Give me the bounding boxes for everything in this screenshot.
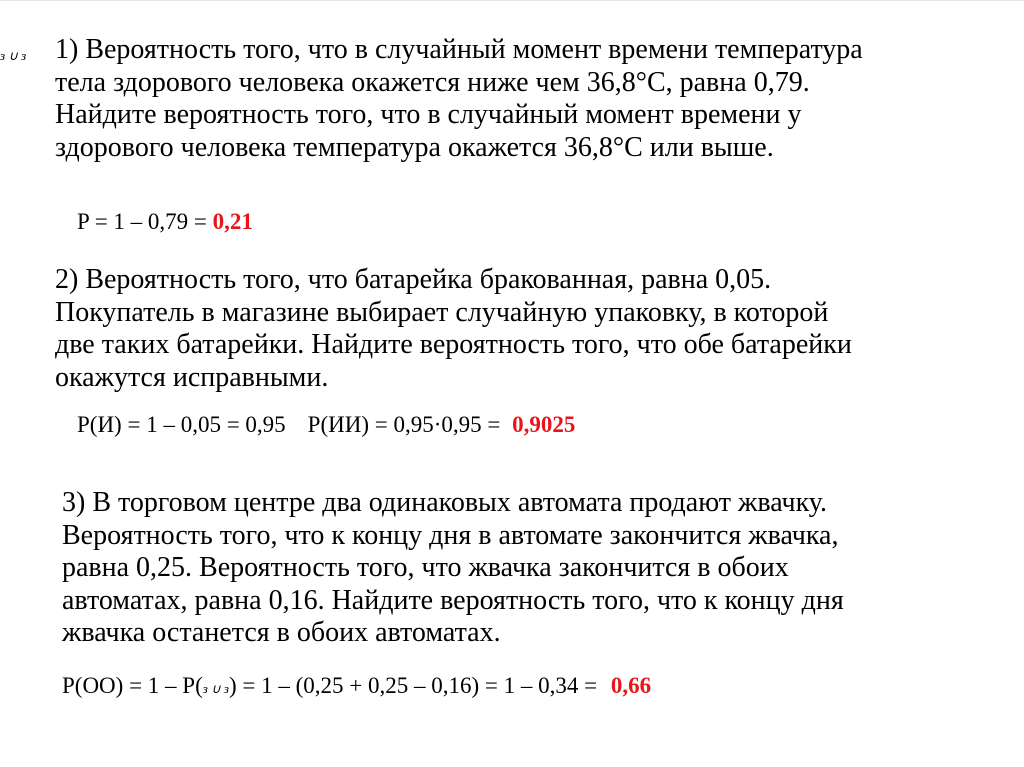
problem-1-text <box>55 34 955 164</box>
slide-top-border <box>0 0 1024 1</box>
problem-2-formula-a: Р(И) = 1 – 0,05 = 0,95 <box>77 412 286 437</box>
problem-2-solution <box>77 411 575 439</box>
problem-1-answer: 0,21 <box>212 209 253 234</box>
problem-2-line: две таких батарейки. Найдите вероятность того, что обе батарейки <box>55 329 852 360</box>
problem-1-solution <box>77 208 253 236</box>
problem-3-answer: 0,66 <box>610 673 652 698</box>
problem-3-solution <box>62 672 651 703</box>
problem-3-line: жвачка останется в обоих автоматах. <box>62 617 501 648</box>
problem-2-answer: 0,9025 <box>512 412 576 437</box>
problem-3-line: Вероятность того, что к концу дня в автомате закончится жвачка, <box>62 519 839 551</box>
problem-2-line: Покупатель в магазине выбирает случайную упаковку, в которой <box>55 296 829 328</box>
problem-1-line: 1) Вероятность того, что в случайный момент времени температура <box>55 34 863 65</box>
problem-1-formula: P = 1 – 0,79 = <box>77 209 213 234</box>
problem-1-line: здорового человека температура окажется 36,8°С или выше. <box>55 131 774 163</box>
union-symbol: з ∪ з <box>202 681 229 696</box>
problem-1-line: тела здорового человека окажется ниже чем 36,8°С, равна 0,79. <box>55 66 810 98</box>
problem-3-formula-start: Р(ОО) = 1 – Р( <box>62 673 203 698</box>
problem-3-text <box>62 487 962 650</box>
problem-1-line: Найдите вероятность того, что в случайный момент времени у <box>55 99 802 130</box>
problem-2-text <box>55 264 955 394</box>
problem-3-formula-end: ) = 1 – (0,25 + 0,25 – 0,16) = 1 – 0,34 = <box>228 673 603 698</box>
problem-2-formula-b: Р(ИИ) = 0,95·0,95 = <box>307 412 507 437</box>
problem-3-line: равна 0,25. Вероятность того, что жвачка закончится в обоих <box>62 552 789 583</box>
problem-3-line: 3) В торговом центре два одинаковых автомата продают жвачку. <box>62 487 827 518</box>
problem-2-line: окажутся исправными. <box>55 361 329 393</box>
union-margin-mark: з ∪ з <box>0 48 27 63</box>
problem-2-line: 2) Вероятность того, что батарейка бракованная, равна 0,05. <box>55 264 772 295</box>
problem-3-line: автоматах, равна 0,16. Найдите вероятность того, что к концу дня <box>62 584 844 616</box>
